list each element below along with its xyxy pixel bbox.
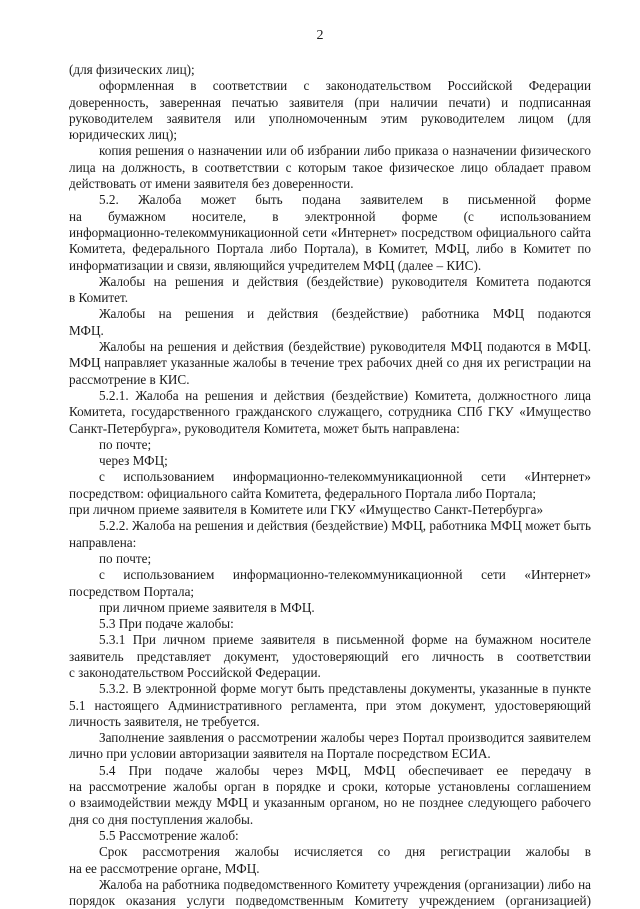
- text-line: 5.3.1 При личном приеме заявителя в письменной форме на бумажном носителе: [99, 632, 591, 648]
- text-line: информационно-телекоммуникационной сети «Интернет» посредством официального сайта: [69, 224, 591, 240]
- text-line: по почте;: [99, 550, 152, 566]
- text-line: руководителем заявителя или уполномоченным этим руководителем лицом (для: [69, 110, 591, 126]
- text-line: информатизации и связи, являющийся учредителем МФЦ (далее – КИС).: [69, 257, 482, 273]
- text-line: Комитета, федерального Портала либо Портала), в Комитет, МФЦ, либо в Комитет по: [69, 241, 591, 257]
- page-number: 2: [316, 28, 324, 43]
- text-line: при личном приеме заявителя в Комитете или ГКУ «Имущество Санкт-Петербурга»: [69, 502, 544, 518]
- text-line: личность заявителя, не требуется.: [69, 713, 260, 729]
- text-line: по почте;: [99, 436, 152, 452]
- text-line: 5.1 настоящего Административного регламента, при этом документ, удостоверяющий: [69, 697, 591, 713]
- text-line: 5.3 При подаче жалобы:: [99, 616, 234, 632]
- text-line: посредством Портала;: [69, 583, 195, 599]
- text-line: Жалоба на работника подведомственного Комитету учреждения (организации) либо на: [99, 876, 591, 892]
- text-line: на бумажном носителе, в электронной форме (с использованием: [69, 208, 591, 224]
- text-line: копия решения о назначении или об избрании либо приказа о назначении физического: [99, 143, 591, 159]
- text-line: Жалобы на решения и действия (бездействие) руководителя МФЦ подаются в МФЦ.: [99, 339, 591, 355]
- text-line: (для физических лиц);: [69, 62, 195, 77]
- text-line: Комитета, государственного гражданского служащего, сотрудника СПб ГКУ «Имущество: [69, 404, 591, 420]
- text-line: на ее рассмотрение органе, МФЦ.: [69, 860, 260, 876]
- text-line: оформленная в соответствии с законодательством Российской Федерации: [99, 78, 591, 94]
- text-line: с использованием информационно-телекоммуникационной сети «Интернет»: [99, 567, 591, 583]
- text-line: 5.5 Рассмотрение жалоб:: [99, 827, 239, 843]
- text-line: 5.2.2. Жалоба на решения и действия (бездействие) МФЦ, работника МФЦ может быть: [99, 518, 591, 534]
- text-line: Санкт-Петербурга», руководителя Комитета, может быть направлена:: [69, 420, 460, 436]
- text-line: через МФЦ;: [99, 453, 168, 469]
- text-line: с законодательством Российской Федерации.: [69, 664, 321, 680]
- text-line: 5.2.1. Жалоба на решения и действия (бездействие) Комитета, должностного лица: [99, 387, 591, 403]
- text-line: Срок рассмотрения жалобы исчисляется со дня регистрации жалобы в: [99, 844, 591, 860]
- text-line: Заполнение заявления о рассмотрении жалобы через Портал производится заявителем: [99, 730, 591, 746]
- document-body: [69, 62, 591, 909]
- text-line: рассмотрение в КИС.: [69, 371, 190, 387]
- text-line: направлена:: [69, 534, 137, 550]
- text-line: 5.3.2. В электронной форме могут быть представлены документы, указанные в пункте: [99, 681, 591, 697]
- text-line: лица на должность, в соответствии с которым такое физическое лицо обладает правом: [69, 159, 591, 175]
- text-line: Жалобы на решения и действия (бездействие) работника МФЦ подаются: [99, 306, 591, 322]
- text-line: МФЦ направляет указанные жалобы в течение трех рабочих дней со дня их регистрации на: [69, 355, 591, 371]
- text-line: 5.4 При подаче жалобы через МФЦ, МФЦ обеспечивает ее передачу в: [99, 762, 591, 778]
- text-line: в Комитет.: [69, 290, 129, 306]
- text-line: доверенность, заверенная печатью заявителя (при наличии печати) и подписанная: [69, 94, 591, 110]
- text-line: 5.2. Жалоба может быть подана заявителем в письменной форме: [99, 192, 591, 208]
- text-line: на рассмотрение жалобы орган в порядке и сроки, которые установлены соглашением: [69, 779, 591, 795]
- text-line: при личном приеме заявителя в МФЦ.: [99, 599, 315, 615]
- text-line: с использованием информационно-телекоммуникационной сети «Интернет»: [99, 469, 591, 485]
- text-line: порядок оказания услуги подведомственным Комитету учреждением (организацией): [69, 893, 591, 909]
- text-line: лично при условии авторизации заявителя на Портале посредством ЕСИА.: [69, 746, 491, 762]
- text-line: Жалобы на решения и действия (бездействие) руководителя Комитета подаются: [99, 273, 591, 289]
- text-line: посредством: официального сайта Комитета, федерального Портала либо Портала;: [69, 485, 537, 501]
- text-line: заявитель представляет документ, удостоверяющий его личность в соответствии: [69, 648, 591, 664]
- text-line: МФЦ.: [69, 322, 104, 338]
- text-line: о взаимодействии между МФЦ и указанным органом, но не позднее следующего рабочего: [69, 795, 591, 811]
- text-line: юридических лиц);: [69, 127, 178, 143]
- text-line: дня со дня поступления жалобы.: [69, 811, 254, 827]
- text-line: действовать от имени заявителя без доверенности.: [69, 176, 354, 192]
